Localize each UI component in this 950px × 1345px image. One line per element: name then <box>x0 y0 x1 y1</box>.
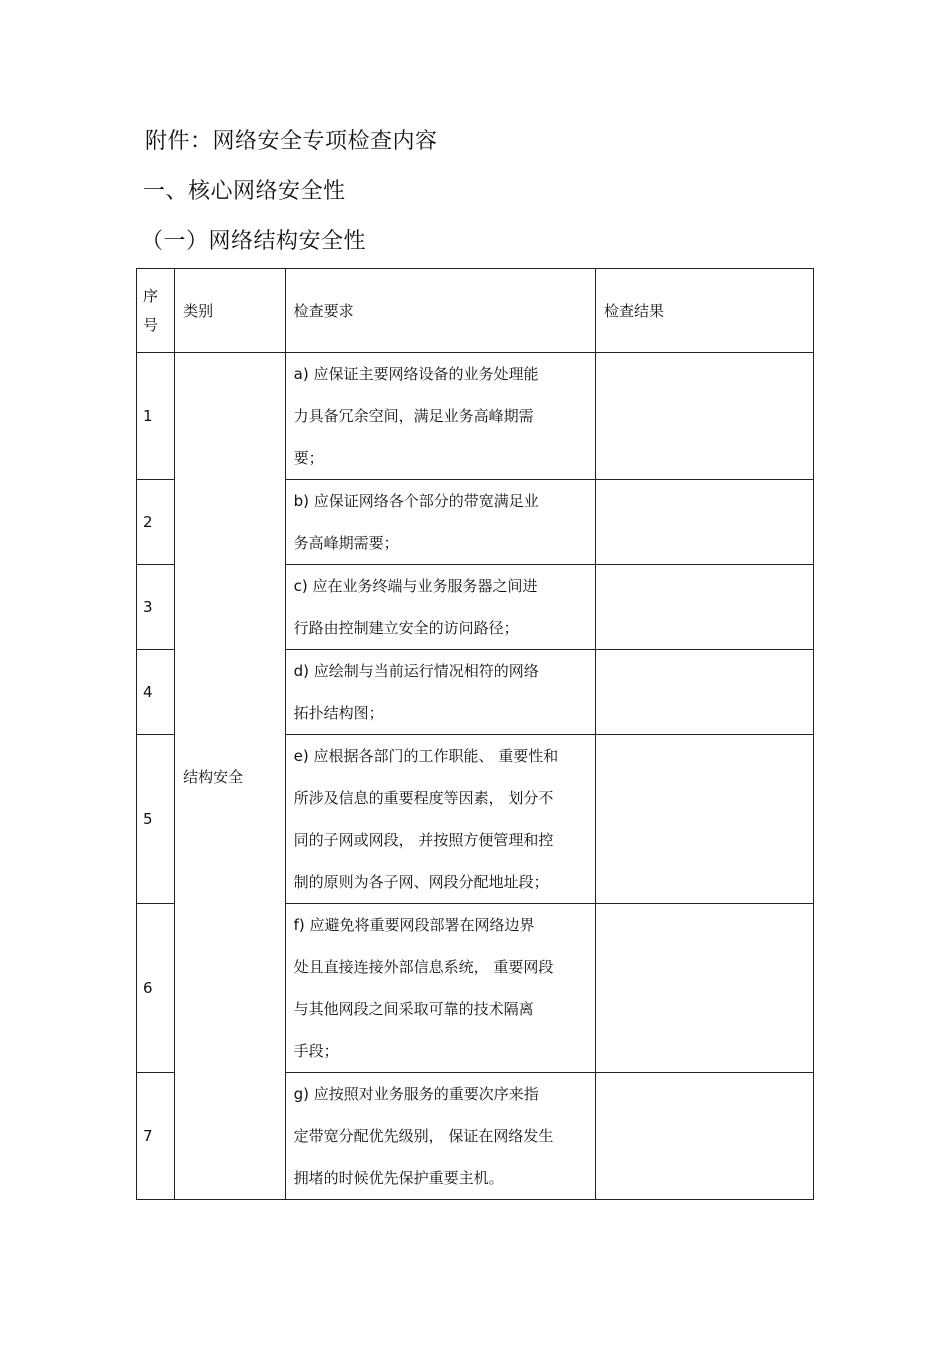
result-cell <box>596 565 814 650</box>
header-number-line2: 号 <box>143 315 159 334</box>
header-number-line1: 序 <box>143 286 159 305</box>
header-number <box>137 269 175 353</box>
row-number: 7 <box>137 1073 175 1200</box>
requirement-cell: c) 应在业务终端与业务服务器之间进 行路由控制建立安全的访问路径； <box>285 565 595 650</box>
result-cell <box>596 353 814 480</box>
requirement-cell: a) 应保证主要网络设备的业务处理能 力具备冗余空间，满足业务高峰期需 要； <box>285 353 595 480</box>
result-cell <box>596 1073 814 1200</box>
result-cell <box>596 650 814 735</box>
category-cell: 结构安全 <box>175 353 285 1200</box>
requirement-cell: e) 应根据各部门的工作职能、 重要性和 所涉及信息的重要程度等因素， 划分不 同的子网或网段， 并按照方便管理和控 制的原则为各子网、网段分配地址段； <box>285 735 595 904</box>
requirement-cell: f) 应避免将重要网段部署在网络边界 处且直接连接外部信息系统， 重要网段 与其他网段之间采取可靠的技术隔离 手段； <box>285 904 595 1073</box>
row-number: 3 <box>137 565 175 650</box>
document-title: 附件：网络安全专项检查内容 <box>145 129 438 154</box>
row-number: 1 <box>137 353 175 480</box>
requirement-cell: b) 应保证网络各个部分的带宽满足业 务高峰期需要； <box>285 480 595 565</box>
table-header-row <box>137 269 814 353</box>
subsection-heading: （一）网络结构安全性 <box>141 229 367 254</box>
row-number: 5 <box>137 735 175 904</box>
requirement-cell: g) 应按照对业务服务的重要次序来指 定带宽分配优先级别， 保证在网络发生 拥堵的时候优先保护重要主机。 <box>285 1073 595 1200</box>
row-number: 2 <box>137 480 175 565</box>
inspection-table <box>136 268 814 1200</box>
row-number: 4 <box>137 650 175 735</box>
header-requirement: 检查要求 <box>285 269 595 353</box>
table-row <box>137 353 814 480</box>
result-cell <box>596 735 814 904</box>
result-cell <box>596 904 814 1073</box>
row-number: 6 <box>137 904 175 1073</box>
header-result: 检查结果 <box>596 269 814 353</box>
section-heading: 一、核心网络安全性 <box>143 179 346 204</box>
requirement-cell: d) 应绘制与当前运行情况相符的网络 拓扑结构图； <box>285 650 595 735</box>
header-category: 类别 <box>175 269 285 353</box>
result-cell <box>596 480 814 565</box>
